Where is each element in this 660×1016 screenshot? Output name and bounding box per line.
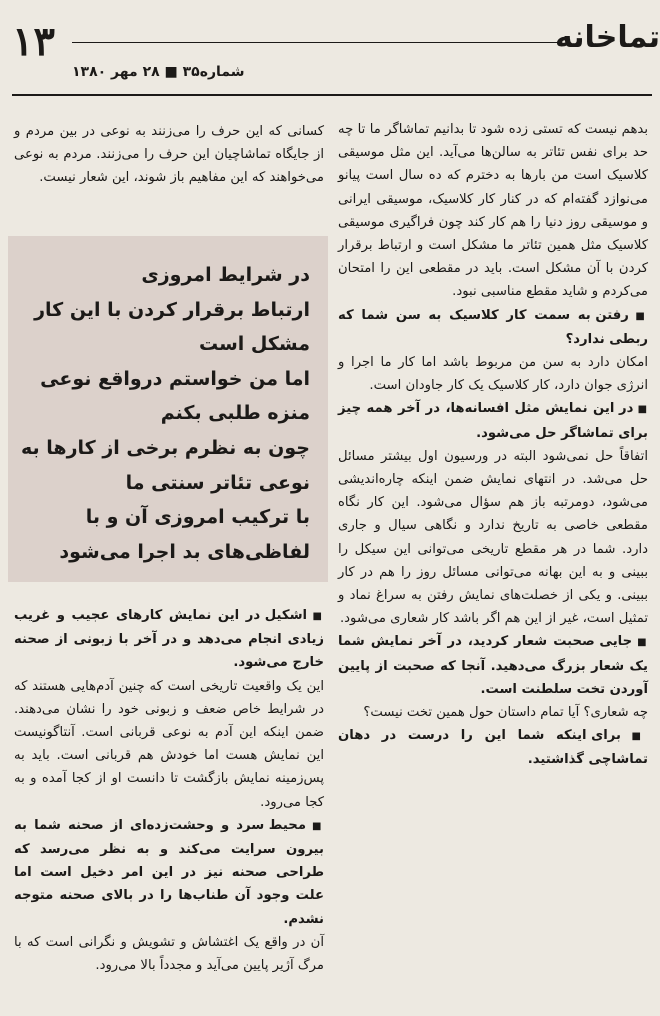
pull-quote-line: منزه طلبی بکنم [160, 402, 310, 425]
page-number: ۱۳ [12, 18, 55, 65]
pull-quote-line: نوعی تئاتر سنتی ما [125, 471, 310, 494]
pull-quote [8, 236, 328, 582]
right-column [338, 118, 648, 772]
pull-quote-line: لفاظی‌های بد اجرا می‌شود [59, 540, 310, 563]
pull-quote-line: اما من خواستم درواقع نوعی [40, 367, 310, 390]
pull-quote-line: ارتباط برقرار کردن با این کار [34, 298, 310, 321]
bullet-icon: ■ [633, 404, 648, 416]
interview-question [338, 724, 648, 771]
interview-question [14, 814, 324, 931]
answer-paragraph [14, 675, 324, 814]
bullet-icon: ■ [307, 611, 324, 622]
interview-question [338, 304, 648, 351]
paragraph-text: امکان دارد به سن من مربوط باشد اما کار ما اجرا و انرژی جوان دارد، کار کلاسیک یک کار جاودان است. [338, 355, 648, 394]
interview-question [14, 604, 324, 675]
bullet-icon: ■ [632, 637, 648, 649]
bullet-icon: ■ [628, 310, 649, 322]
bullet-icon: ■ [620, 731, 648, 743]
paragraph-text: آن در واقع یک اغتشاش و تشویش و نگرانی است که با مرگ آژیر پایین می‌آید و مجدداً بالا می‌رود. [14, 934, 324, 974]
left-bottom-column [14, 604, 324, 977]
paragraph-text: در این نمایش مثل افسانه‌ها، در آخر همه چیز برای تماشاگر حل می‌شود. [338, 401, 648, 441]
paragraph-text: چه شعاری؟ آیا تمام داستان حول همین تخت نیست؟ [363, 705, 648, 721]
paragraph-text: رفتن به سمت کار کلاسیک به سن شما که ربطی ندارد؟ [338, 307, 648, 347]
paragraph-text: اشکیل در این نمایش کارهای عجیب و غریب زیادی انجام می‌دهد و در آخر با زبونی از صحنه خارج می‌شود. [14, 608, 324, 671]
paragraph-text: برای اینکه شما این را درست در دهان تماشاچی گذاشتید. [338, 728, 648, 768]
paragraph-text: کسانی که این حرف را می‌زنند به نوعی در بین مردم و از جایگاه تماشاچیان این حرف را می‌زنند. مردم به نوعی می‌خواهند که این مفاهیم باز شوند، این شعار نیست. [14, 124, 324, 186]
header-rule [72, 42, 562, 43]
pull-quote-line: در شرایط امروزی [141, 264, 310, 286]
answer-paragraph [338, 351, 648, 397]
paragraph-text: بدهم نیست که تستی زده شود تا بدانیم تماشاگر ما تا چه حد برای نفس تئاتر به سالن‌ها می‌آید. این مثل موسیقی کلاسیک است من بارها به دخترم که ده سال است پیانو می‌نوازد گفته‌ام که در کنار کار کلاسیک، موسیقی ایرانی و موسیقی روز دنیا را هم کار کند چون فراگیری موسیقی کلاسیک مثل همین تئاتر ما مشکل است و ارتباط برقرار کردن با آن مشکل است. باید در مقطعی این را امتحان می‌کردم و شاید مقطع مناسبی نبود. [338, 122, 648, 300]
interview-question [338, 397, 648, 444]
pull-quote-line: مشکل است [198, 333, 310, 356]
interview-question [338, 630, 648, 701]
page-header [0, 0, 660, 100]
issue-info: شماره۳۵ ■ ۲۸ مهر ۱۳۸۰ [72, 64, 245, 80]
answer-paragraph [14, 120, 324, 190]
answer-paragraph [338, 445, 648, 631]
answer-paragraph [338, 118, 648, 304]
pull-quote-line: چون به نظرم برخی از کارها به [21, 436, 310, 459]
answer-paragraph [338, 701, 648, 724]
header-divider [12, 94, 652, 96]
bullet-icon: ■ [305, 820, 324, 832]
paragraph-text: اتفاقاً حل نمی‌شود البته در ورسیون اول بیشتر مسائل حل می‌شد. در انتهای نمایش ضمن اینکه چاره‌اندیشی می‌شود، دومرتبه باز هم سؤال می‌شود. این کار نگاه مقطعی خاصی به تاریخ ندارد و نگاهی سیال و جاری دارد. شما در هر مقطع تاریخی می‌توانی این سیکل را ببینی و به این بهانه می‌توانی مسائل روز را هم در کار ببینی. و یکی از خصلت‌های نمایش رفتن به سراغ نماد و تمثیل است، غیر از این هم اگر باشد کار شعاری می‌شود. [338, 448, 648, 627]
paragraph-text: این یک واقعیت تاریخی است که چنین آدم‌هایی هستند که در شرایط خاص ضعف و زبونی خود را نشان می‌دهند. ضمن اینکه این آدم به نوعی قربانی است. آنتاگونیست این نمایش هست اما خودش هم قربانی است. باید به پس‌زمینه نمایش بازگشت تا دانست او از کجا آمده و به کجا می‌رود. [14, 678, 324, 810]
answer-paragraph [14, 931, 324, 977]
paragraph-text: جایی صحبت شعار کردید، در آخر نمایش شما یک شعار بزرگ می‌دهید. آنجا که صحبت از پایین آوردن تخت سلطنت است. [338, 634, 648, 697]
left-top-column [14, 120, 324, 190]
pull-quote-line: با ترکیب امروزی آن و با [85, 506, 310, 529]
paragraph-text: محیط سرد و وحشت‌زده‌ای از صحنه شما به بیرون سرایت می‌کند و به نظر می‌رسد که طراحی صحنه نیز در این امر دخیل است اما علت وجود آن طناب‌ها را در بالای صحنه متوجه نشدم. [14, 817, 324, 927]
section-title: تماخانه [555, 20, 660, 55]
